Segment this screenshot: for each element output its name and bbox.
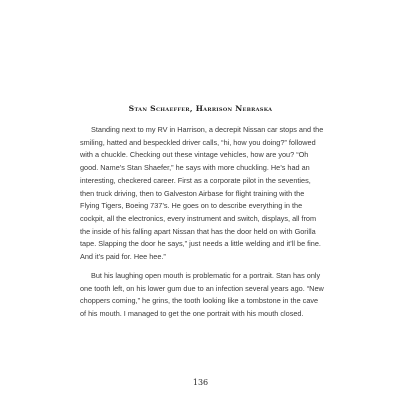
section-heading: Stan Schaeffer, Harrison Nebraska: [128, 104, 273, 113]
body-text: [80, 124, 324, 327]
paragraph-1: Standing next to my RV in Harrison, a decrepit Nissan car stops and the smiling, hatted and bespeckled driver calls, “hi, how you doing?” followed with a chuckle. Checking out these vintage vehicles, how are you? “Oh good. Name’s Stan Shaefer,” he says with more chuckling. He’s had an interesting, checkered career. First as a corporate pilot in the seventies, then truck driving, then to Galveston Airbase for flight training with the Flying Tigers, Boeing 737’s. He goes on to describe everything in the cockpit, all the electronics, every instrument and switch, displays, all from the inside of his falling apart Nissan that has the door held on with Gorilla tape. Slapping the door he says,” just needs a little welding and it’ll be fine. And it’s paid for. Hee hee.”: [80, 125, 324, 262]
page-number: 136: [192, 378, 209, 387]
paragraph-2: But his laughing open mouth is problematic for a portrait. Stan has only one tooth left, on his lower gum due to an infection several years ago. “New choppers coming,” he grins, the tooth looking like a tombstone in the cave of his mouth. I managed to get the one portrait with his mouth closed.: [80, 271, 324, 319]
